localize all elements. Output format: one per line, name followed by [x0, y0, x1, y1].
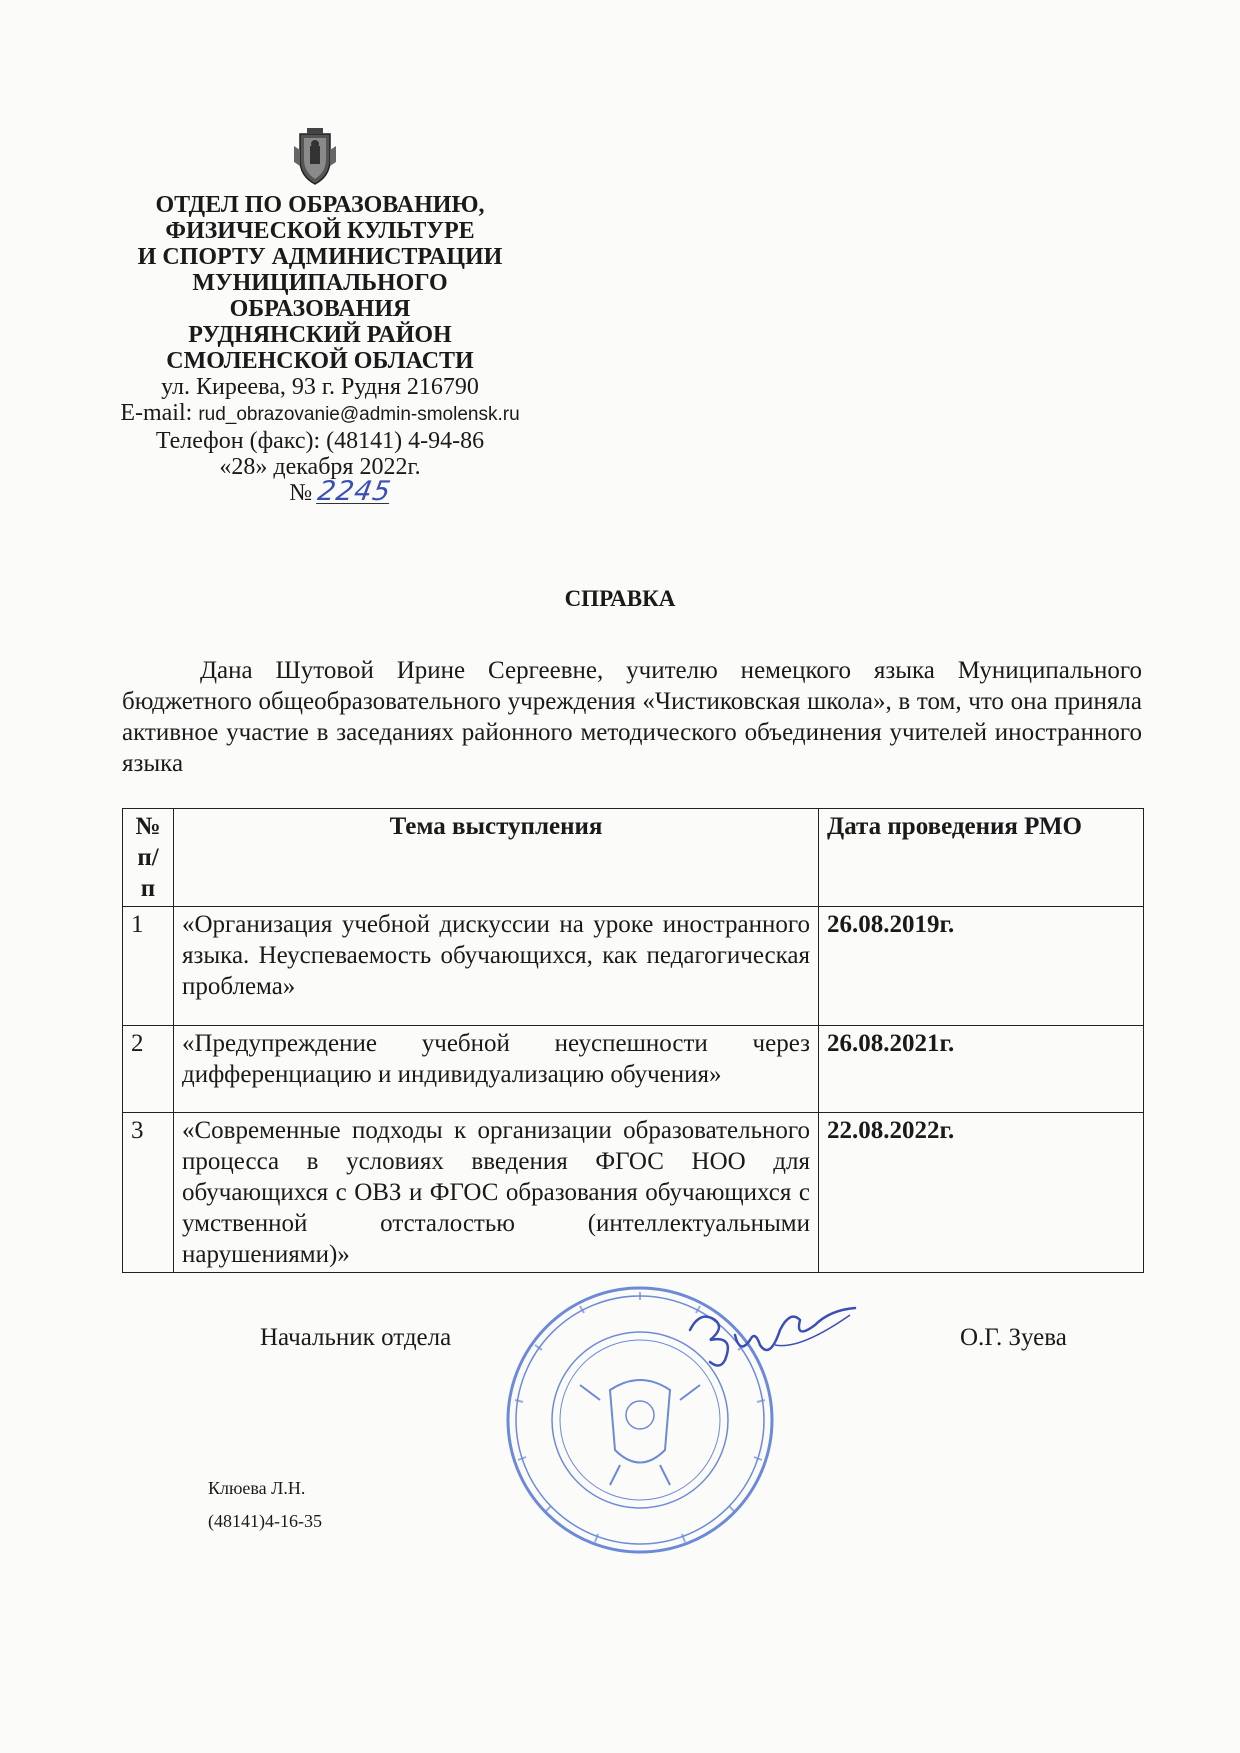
letterhead	[120, 192, 520, 506]
phone: Телефон (факс): (48141) 4-94-86	[155, 428, 485, 454]
cell-num: 2	[123, 1026, 174, 1113]
executor-phone: (48141)4-16-35	[208, 1511, 322, 1531]
document-title: СПРАВКА	[564, 586, 676, 611]
document-date: «28» декабря 2022г.	[219, 454, 421, 480]
cell-num: 1	[123, 907, 174, 1026]
email-label: E-mail:	[120, 400, 193, 426]
cell-date: 26.08.2019г.	[819, 907, 1144, 1026]
header-date: Дата проведения РМО	[819, 809, 1144, 907]
org-line: МУНИЦИПАЛЬНОГО	[192, 270, 448, 296]
table-header-row	[123, 809, 1144, 907]
cell-num: 3	[123, 1113, 174, 1273]
address: ул. Киреева, 93 г. Рудня 216790	[161, 374, 479, 400]
number-label: №	[289, 480, 313, 506]
coat-of-arms-icon	[290, 126, 340, 188]
cell-date: 22.08.2022г.	[819, 1113, 1144, 1273]
org-line: И СПОРТУ АДМИНИСТРАЦИИ	[137, 244, 503, 270]
table-row	[123, 1113, 1144, 1273]
handwritten-signature-icon	[680, 1290, 860, 1380]
cell-date: 26.08.2021г.	[819, 1026, 1144, 1113]
org-line: РУДНЯНСКИЙ РАЙОН	[188, 322, 452, 348]
cell-topic: «Современные подходы к организации образовательного процесса в условиях введения ФГОС НОО для обучающихся с ОВЗ и ФГОС образования обучающихся с умственной отсталостью (интеллектуальными нарушениями)»	[174, 1113, 819, 1273]
cell-topic: «Предупреждение учебной неуспешности через дифференциацию и индивидуализацию обучения»	[174, 1026, 819, 1113]
events-table	[122, 808, 1144, 1273]
cell-topic: «Организация учебной дискуссии на уроке иностранного языка. Неуспеваемость обучающихся, как педагогическая проблема»	[174, 907, 819, 1026]
handwritten-number: 2245	[315, 476, 394, 507]
table-row	[123, 1026, 1144, 1113]
org-line: ФИЗИЧЕСКОЙ КУЛЬТУРЕ	[165, 218, 475, 244]
document-number	[120, 476, 520, 507]
signer-name: О.Г. Зуева	[960, 1324, 1067, 1351]
executor-name: Клюева Л.Н.	[208, 1478, 306, 1498]
header-num: № п/п	[123, 809, 174, 907]
org-line: ОТДЕЛ ПО ОБРАЗОВАНИЮ,	[155, 192, 485, 218]
body-paragraph: Дана Шутовой Ирине Сергеевне, учителю немецкого языка Муниципального бюджетного общеобразовательного учреждения «Чистиковская школа», в том, что она приняла активное участие в заседаниях районного методического объединения учителей иностранного языка	[122, 657, 1142, 777]
org-line: СМОЛЕНСКОЙ ОБЛАСТИ	[166, 348, 474, 374]
signer-position: Начальник отдела	[260, 1324, 452, 1351]
email-address: rud_obrazovanie@admin-smolensk.ru	[198, 404, 520, 425]
executor-info	[208, 1472, 322, 1538]
email-line	[120, 400, 520, 428]
table-row	[123, 907, 1144, 1026]
org-line: ОБРАЗОВАНИЯ	[229, 296, 411, 322]
header-topic: Тема выступления	[174, 809, 819, 907]
